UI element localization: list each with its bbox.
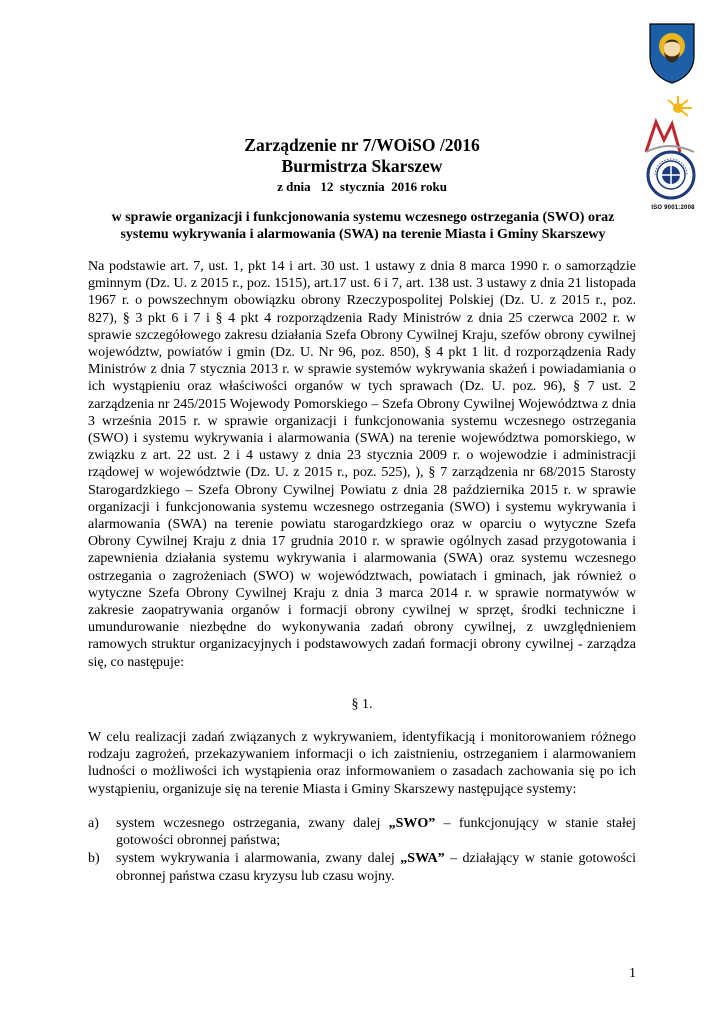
coat-of-arms-icon [648,22,696,84]
list-bold-term: „SWO” [388,816,436,831]
section-mark: § 1. [351,697,373,712]
iso-label: ISO 9001:2008 [651,205,695,211]
section-1-paragraph: W celu realizacji zadań związanych z wykrywaniem, identyfikacją i monitorowaniem różnego rodzaju zagrożeń, przekazywaniem informacji o ich zaistnieniu, ostrzeganiem i alarmowaniem ludności o możliwości ich wystąpienia oraz informowaniem o zasadach zachowania się po ich wystąpieniu, organizuje się na terenie Miasta i Gminy Skarszewy następujące systemy: [88,730,636,797]
list-bold-term: „SWA” [400,851,445,867]
document-title: Zarządzenie nr 7/WOiSO /2016 [244,135,480,155]
list-text: – funkcjonujący w stanie stałej gotowości obronnej państwa; [116,816,636,849]
legal-basis-paragraph: Na podstawie art. 7, ust. 1, pkt 14 i art. 30 ust. 1 ustawy z dnia 8 marca 1990 r. o samorządzie gminnym (Dz. U. z 2015 r., poz. 1515), art.17 ust. 6 i 7, art. 138 ust. 3 ustawy z dnia 21 listopada 1967 r. o powszechnym obowiązku obrony Rzeczypospolitej Polskiej (Dz. U. z 2015 r., poz. 827), § 3 pkt 6 i 7 i § 4 pkt 4 rozporządzenia Rady Ministrów z dnia 25 czerwca 2002 r. w sprawie szczegółowego zakresu działania Szefa Obrony Cywilnej Kraju, szefów obrony cywilnej województw, powiatów i gmin (Dz. U. Nr 96, poz. 850), § 4 pkt 1 lit. d rozporządzenia Rady Ministrów z dnia 7 stycznia 2013 r. w sprawie systemów wykrywania skażeń i powiadamiania o ich wystąpieniu oraz właściwości organów w tych sprawach (Dz. U. poz. 96), § 7 ust. 2 zarządzenia nr 245/2015 Wojewody Pomorskiego – Szefa Obrony Cywilnej Województwa z dnia 3 września 2015 r. w sprawie organizacji i funkcjonowania systemu wczesnego ostrzegania (SWO) i systemu wykrywania i alarmowania (SWA) na terenie województwa pomorskiego, w związku z art. 22 ust. 2 i 4 ustawy z dnia 23 stycznia 2009 r. o wojewodzie i administracji rządowej w województwie (Dz. U. z 2015 r., poz. 525), ), § 7 zarządzenia nr 68/2015 Starosty Starogardzkiego – Szefa Obrony Cywilnej Powiatu z dnia 28 października 2015 r. w sprawie organizacji i funkcjonowania systemu wczesnego ostrzegania (SWO) i systemu wykrywania i alarmowania (SWA) na terenie powiatu starogardzkiego oraz w oparciu o wytyczne Szefa Obrony Cywilnej Kraju z dnia 17 grudnia 2010 r. w sprawie ogólnych zasad przygotowania i zapewnienia działania systemu wykrywania i alarmowania (SWA) oraz systemu wczesnego ostrzegania o zagrożeniach (SWO) w województwach, powiatach i gminach, jak również o wytyczne Szefa Obrony Cywilnej Kraju z dnia 3 marca 2014 r. w sprawie normatywów w zakresie zaopatrywania organów i formacji obrony cywilnej w sprzęt, środki techniczne i umundurowanie niezbędne do wykonywania zadań obrony cywilnej, z uwzględnieniem ramowych struktur organizacyjnych i podstawowych zadań formacji obrony cywilnej - zarządza się, co następuje: [88,259,636,670]
list-text: system wykrywania i alarmowania, zwany dalej [116,851,401,867]
systems-list [88,815,636,886]
list-text: system wczesnego ostrzegania, zwany dalej [116,816,389,831]
list-text: – działający w stanie gotowości obronnej państwa czasu kryzysu lub czasu wojny. [116,851,636,884]
list-marker: b) [88,851,100,867]
document-subject: w sprawie organizacji i funkcjonowania systemu wczesnego ostrzegania (SWO) oraz systemu wykrywania i alarmowania (SWA) na terenie Miasta i Gminy Skarszewy [111,210,615,242]
list-marker: a) [88,816,99,831]
document-date: z dnia 12 stycznia 2016 roku [277,179,447,194]
list-item [88,815,636,849]
list-item [88,850,636,884]
document-issuer: Burmistrza Skarszew [281,156,443,176]
page-number: 1 [629,966,636,981]
